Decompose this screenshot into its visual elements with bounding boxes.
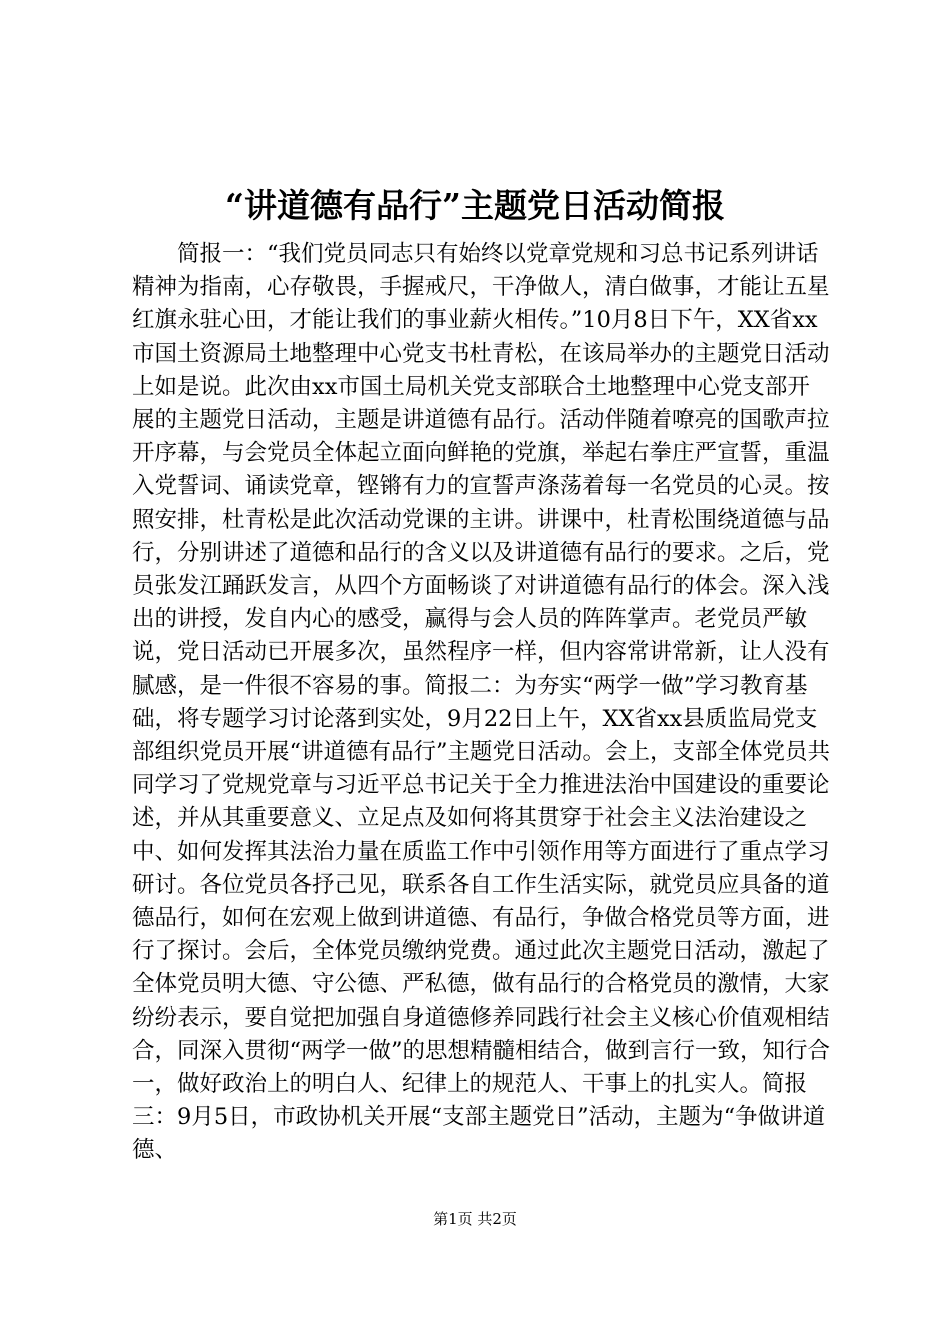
document-body: 简报一：“我们党员同志只有始终以党章党规和习总书记系列讲话精神为指南，心存敬畏，手握戒尺，干净做人，清白做事，才能让五星红旗永驻心田，才能让我们的事业薪火相传。”10月8日下午，XX省xx市国土资源局土地整理中心党支书杜青松，在该局举办的主题党日活动上如是说。此次由xx市国土局机关党支部联合土地整理中心党支部开展的主题党日活动，主题是讲道德有品行。活动伴随着嘹亮的国歌声拉开序幕，与会党员全体起立面向鲜艳的党旗，举起右拳庄严宣誓，重温入党誓词、诵读党章，铿锵有力的宣誓声涤荡着每一名党员的心灵。按照安排，杜青松是此次活动党课的主讲。讲课中，杜青松围绕道德与品行，分别讲述了道德和品行的含义以及讲道德有品行的要求。之后，党员张发江踊跃发言，从四个方面畅谈了对讲道德有品行的体会。深入浅出的讲授，发自内心的感受，赢得与会人员的阵阵掌声。老党员严敏说，党日活动已开展多次，虽然程序一样，但内容常讲常新，让人没有腻感，是一件很不容易的事。简报二：为夯实“两学一做”学习教育基础，将专题学习讨论落到实处，9月22日上午，XX省xx县质监局党支部组织党员开展“讲道德有品行”主题党日活动。会上，支部全体党员共同学习了党规党章与习近平总书记关于全力推进法治中国建设的重要论述，并从其重要意义、立足点及如何将其贯穿于社会主义法治建设之中、如何发挥其法治力量在质监工作中引领作用等方面进行了重点学习研讨。各位党员各抒己见，联系各自工作生活实际，就党员应具备的道德品行，如何在宏观上做到讲道德、有品行，争做合格党员等方面，进行了探讨。会后，全体党员缴纳党费。通过此次主题党日活动，激起了全体党员明大德、守公德、严私德，做有品行的合格党员的激情，大家纷纷表示，要自觉把加强自身道德修养同践行社会主义核心价值观相结合，同深入贯彻“两学一做”的思想精髓相结合，做到言行一致，知行合一，做好政治上的明白人、纪律上的规范人、干事上的扎实人。简报三：9月5日，市政协机关开展“支部主题党日”活动，主题为“争做讲道德、 [132,241,831,1164]
document-title: “讲道德有品行”主题党日活动简报 [225,186,725,225]
page-footer: 第1页 共2页 [433,1210,517,1228]
